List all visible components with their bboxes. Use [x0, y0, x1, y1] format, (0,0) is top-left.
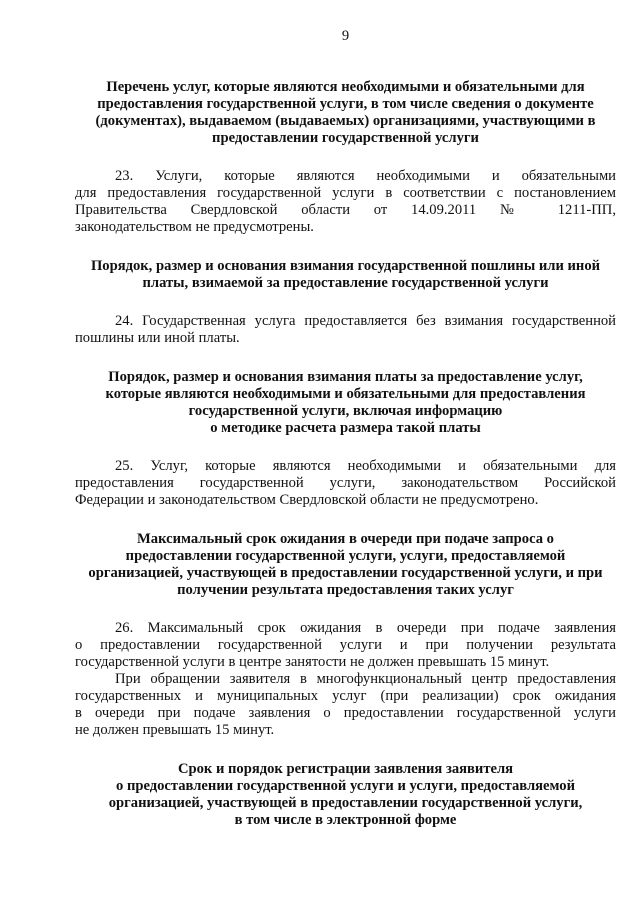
heading-line: в том числе в электронной форме — [234, 812, 457, 828]
heading-line: Порядок, размер и основания взимания государственной пошлины или иной — [90, 258, 601, 274]
paragraph-line: государственной услуги в центре занятости не должен превышать 15 минут. — [75, 654, 550, 670]
paragraph-line: не должен превышать 15 минут. — [75, 722, 275, 738]
paragraph-line: 23. Услуги, которые являются необходимыми и обязательными — [115, 168, 616, 184]
heading-line: государственной услуги, включая информацию — [188, 403, 503, 419]
heading-line: Срок и порядок регистрации заявления заявителя — [177, 761, 514, 777]
paragraph-line: 26. Максимальный срок ожидания в очереди при подаче заявления — [115, 620, 616, 636]
heading-line: которые являются необходимыми и обязательными для предоставления — [105, 386, 586, 402]
heading-line: о предоставлении государственной услуги и услуги, предоставляемой — [116, 778, 575, 794]
paragraph-line: в очереди при подаче заявления о предоставлении государственной услуги — [75, 705, 616, 721]
heading-line: предоставления государственной услуги, в том числе сведения о документе — [97, 96, 594, 112]
paragraph-line: Правительства Свердловской области от 14.09.2011 № 1211-ПП, — [75, 202, 616, 218]
paragraph-line: 25. Услуг, которые являются необходимыми и обязательными для — [115, 458, 616, 474]
paragraph — [75, 168, 616, 236]
paragraph-line: государственных и муниципальных услуг (при реализации) срок ожидания — [75, 688, 616, 704]
paragraph-line: законодательством не предусмотрены. — [75, 219, 314, 235]
paragraph-line: Федерации и законодательством Свердловской области не предусмотрено. — [75, 492, 539, 508]
paragraph-line: о предоставлении государственной услуги и при получении результата — [75, 637, 616, 653]
paragraph-line: предоставления государственной услуги, законодательством Российской — [75, 475, 616, 491]
section-heading — [75, 531, 616, 599]
paragraph-line: При обращении заявителя в многофункциональный центр предоставления — [115, 671, 616, 687]
section-heading — [75, 258, 616, 292]
paragraph-line: для предоставления государственной услуги в соответствии с постановлением — [75, 185, 616, 201]
paragraph — [75, 671, 616, 739]
heading-line: (документах), выдаваемом (выдаваемых) организациями, участвующими в — [95, 113, 596, 129]
paragraph — [75, 313, 616, 347]
paragraph-line: пошлины или иной платы. — [75, 330, 240, 346]
heading-line: предоставлении государственной услуги — [212, 130, 479, 146]
paragraph — [75, 458, 616, 509]
heading-line: организацией, участвующей в предоставлении государственной услуги, — [108, 795, 583, 811]
heading-line: о методике расчета размера такой платы — [210, 420, 481, 436]
heading-line: Перечень услуг, которые являются необходимыми и обязательными для — [106, 79, 585, 95]
paragraph — [75, 620, 616, 671]
document-body — [75, 79, 616, 829]
heading-line: предоставлении государственной услуги, услуги, предоставляемой — [125, 548, 566, 564]
section-heading — [75, 761, 616, 829]
heading-line: Порядок, размер и основания взимания платы за предоставление услуг, — [108, 369, 583, 385]
section-heading — [75, 369, 616, 437]
heading-line: Максимальный срок ожидания в очереди при подаче запроса о — [137, 531, 554, 547]
heading-line: платы, взимаемой за предоставление государственной услуги — [142, 275, 549, 291]
section-heading — [75, 79, 616, 147]
heading-line: получении результата предоставления таких услуг — [177, 582, 514, 598]
heading-line: организацией, участвующей в предоставлении государственной услуги, и при — [88, 565, 603, 581]
paragraph-line: 24. Государственная услуга предоставляется без взимания государственной — [115, 313, 616, 329]
page-number: 9 — [341, 28, 350, 44]
